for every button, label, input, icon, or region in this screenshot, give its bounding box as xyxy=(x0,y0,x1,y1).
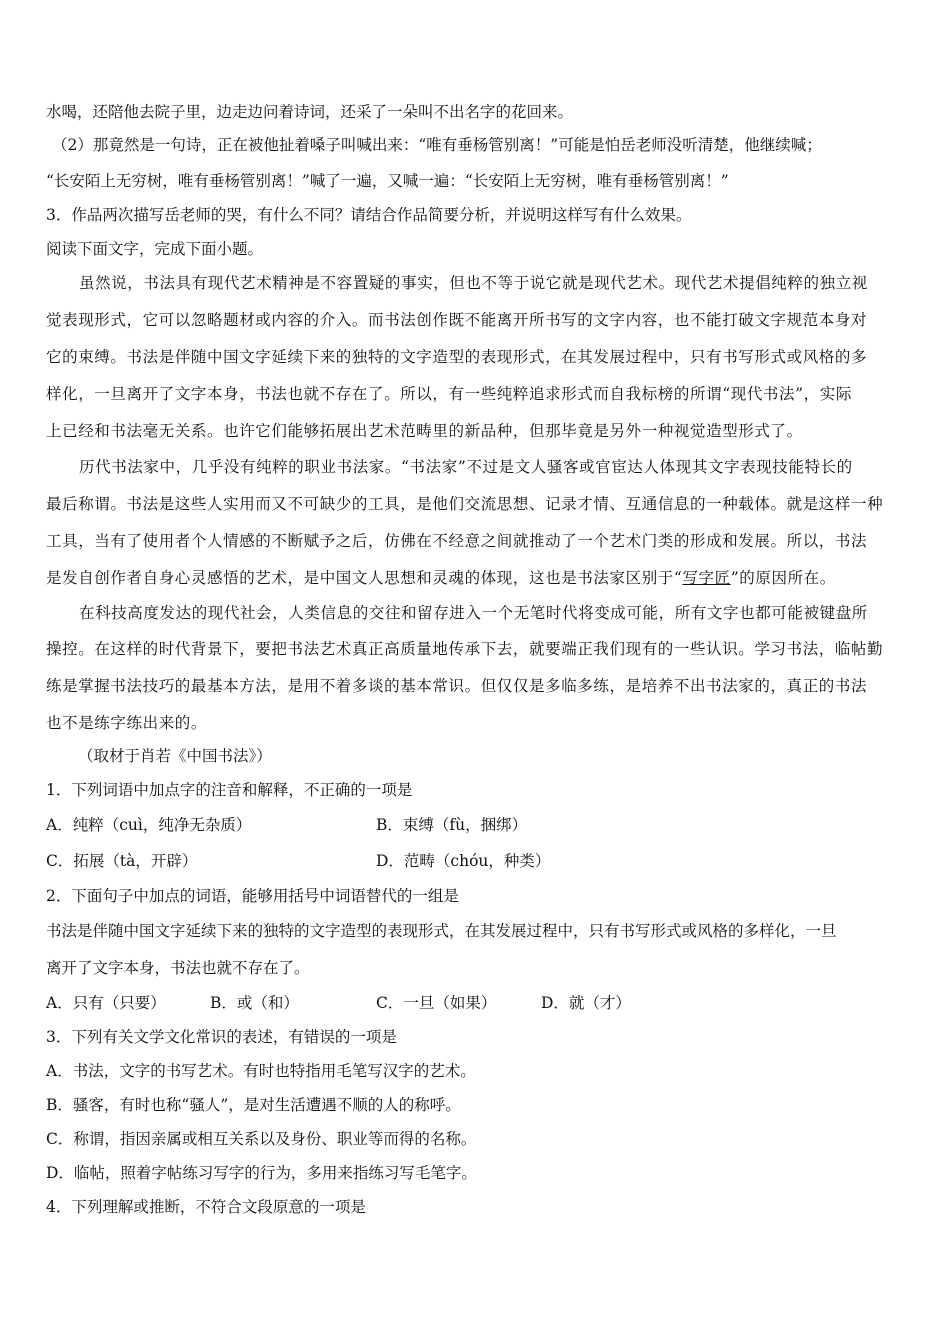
passage-line: 它的束缚。书法是伴随中国文字延续下来的独特的文字造型的表现形式，在其发展过程中，只有书写形式或风格的多 xyxy=(46,348,868,366)
q2-option-c: C．一旦（如果） xyxy=(376,994,497,1012)
q3-option-b: B．骚客，有时也称“骚人”，是对生活遭遇不顺的人的称呼。 xyxy=(46,1096,461,1114)
question-1-stem: 1．下列词语中加点字的注音和解释，不正确的一项是 xyxy=(46,781,413,799)
prev-text-line: （2）那竟然是一句诗，正在被他扯着嗓子叫喊出来：“唯有垂杨管别离！”可能是怕岳老师没听清楚，他继续喊； xyxy=(52,136,822,154)
passage-line: 工具，当有了使用者个人情感的不断赋予之后，仿佛在不经意之间就推动了一个艺术门类的形成和发展。所以，书法 xyxy=(46,532,868,550)
q3-option-d: D．临帖，照着字帖练习写字的行为，多用来指练习写毛笔字。 xyxy=(46,1164,477,1182)
q2-option-b: B．或（和） xyxy=(210,994,299,1012)
passage-line: 虽然说，书法具有现代艺术精神是不容置疑的事实，但也不等于说它就是现代艺术。现代艺术提倡纯粹的独立视 xyxy=(79,274,868,292)
prev-text-line: 水喝，还陪他去院子里，边走边问着诗词，还采了一朵叫不出名字的花回来。 xyxy=(46,103,574,121)
passage-line: 也不是练字练出来的。 xyxy=(46,714,208,732)
passage-line: 最后称谓。书法是这些人实用而又不可缺少的工具，是他们交流思想、记录才情、互通信息的一种载体。就是这样一种 xyxy=(46,495,884,513)
passage-text: ”的原因所在。 xyxy=(730,569,836,587)
question-4-stem: 4．下列理解或推断，不符合文段原意的一项是 xyxy=(46,1198,366,1216)
passage-line: 在科技高度发达的现代社会，人类信息的交往和留存进入一个无笔时代将变成可能，所有文字也都可能被键盘所 xyxy=(79,604,868,622)
q1-option-a: A．纯粹（cuì，纯净无杂质） xyxy=(46,816,252,834)
passage-line: 操控。在这样的时代背景下，要把书法艺术真正高质量地传承下去，就要端正我们现有的一些认识。学习书法，临帖勤 xyxy=(46,640,884,658)
question-2-stem: 2．下面句子中加点的词语，能够用括号中词语替代的一组是 xyxy=(46,887,459,905)
passage-line: 觉表现形式，它可以忽略题材或内容的介入。而书法创作既不能离开所书写的文字内容，也不能打破文字规范本身对 xyxy=(46,311,868,329)
passage-line: 历代书法家中，几乎没有纯粹的职业书法家。“书法家”不过是文人骚客或官宦达人体现其文字表现技能特长的 xyxy=(79,458,853,476)
q3-option-c: C．称谓，指因亲属或相互关系以及身份、职业等而得的名称。 xyxy=(46,1130,477,1148)
q2-option-d: D．就（才） xyxy=(541,994,631,1012)
passage-source: （取材于肖若《中国书法》） xyxy=(78,747,272,765)
underlined-term: 写字匠 xyxy=(682,569,731,587)
q2-option-a: A．只有（只要） xyxy=(46,994,166,1012)
reading-instruction: 阅读下面文字，完成下面小题。 xyxy=(46,240,264,258)
prev-question-3: 3．作品两次描写岳老师的哭，有什么不同？请结合作品简要分析，并说明这样写有什么效果。 xyxy=(46,206,692,224)
passage-line: 样化，一旦离开了文字本身，书法也就不存在了。所以，有一些纯粹追求形式而自我标榜的所谓“现代书法”，实际 xyxy=(46,385,852,403)
question-2-sentence: 离开了文字本身，书法也就不存在了。 xyxy=(46,959,310,977)
passage-line: 练是掌握书法技巧的最基本方法，是用不着多谈的基本常识。但仅仅是多临多练，是培养不出书法家的，真正的书法 xyxy=(46,677,868,695)
passage-line: 上已经和书法毫无关系。也许它们能够拓展出艺术范畴里的新品种，但那毕竟是另外一种视觉造型形式了。 xyxy=(46,422,803,440)
passage-line xyxy=(46,567,906,589)
passage-text: 是发自创作者自身心灵感悟的艺术，是中国文人思想和灵魂的体现，这也是书法家区别于“ xyxy=(46,569,683,587)
q1-option-d: D．范畴（chóu，种类） xyxy=(376,852,551,870)
prev-text-line: “长安陌上无穷树，唯有垂杨管别离！”喊了一遍，又喊一遍：“长安陌上无穷树，唯有垂杨管别离！” xyxy=(46,172,729,190)
q3-option-a: A．书法，文字的书写艺术。有时也特指用毛笔写汉字的艺术。 xyxy=(46,1062,476,1080)
question-2-sentence: 书法是伴随中国文字延续下来的独特的文字造型的表现形式，在其发展过程中，只有书写形式或风格的多样化，一旦 xyxy=(46,922,837,940)
question-3-stem: 3．下列有关文学文化常识的表述，有错误的一项是 xyxy=(46,1028,397,1046)
q1-option-c: C．拓展（tà，开辟） xyxy=(46,852,198,870)
q1-option-b: B．束缚（fù，捆绑） xyxy=(376,816,528,834)
